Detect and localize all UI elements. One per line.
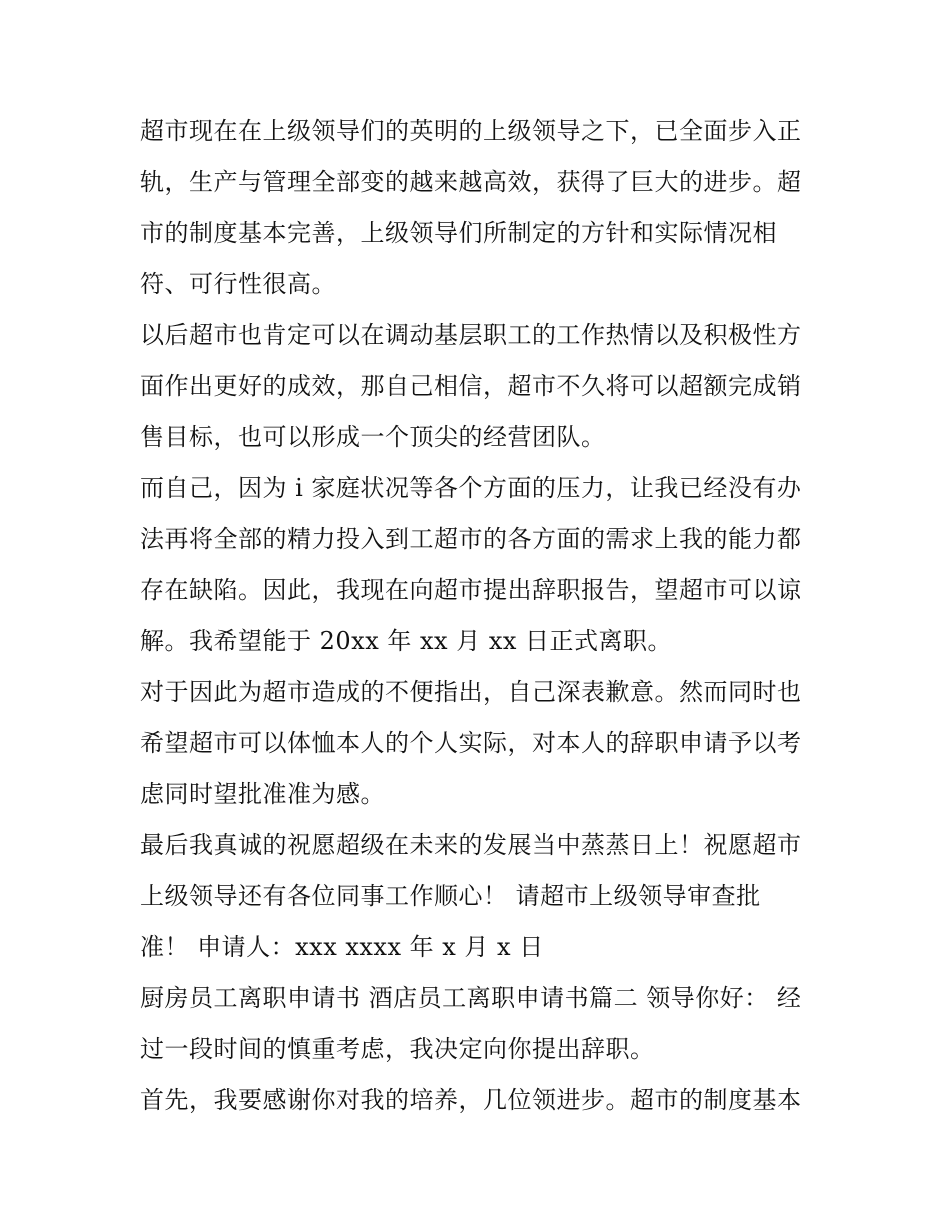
text-line: 准！ 申请人：xxx xxxx 年 x 月 x 日 xyxy=(140,933,544,961)
document-body xyxy=(140,106,820,1126)
text-line: 面作出更好的成效，那自己相信，超市不久将可以超额完成销 xyxy=(140,372,802,400)
text-line: 解。我希望能于 20xx 年 xx 月 xx 日正式离职。 xyxy=(140,627,673,655)
text-line: 符、可行性很高。 xyxy=(140,270,336,298)
text-line: 希望超市可以体恤本人的个人实际，对本人的辞职申请予以考 xyxy=(140,729,802,757)
text-line: 虑同时望批准准为感。 xyxy=(140,780,385,808)
text-line: 超市现在在上级领导们的英明的上级领导之下，已全面步入正 xyxy=(140,117,802,145)
text-line: 而自己，因为 i 家庭状况等各个方面的压力，让我已经没有办 xyxy=(140,474,802,502)
text-line: 轨，生产与管理全部变的越来越高效，获得了巨大的进步。超 xyxy=(140,168,802,196)
text-line: 对于因此为超市造成的不便指出，自己深表歉意。然而同时也 xyxy=(140,678,802,706)
text-line: 售目标，也可以形成一个顶尖的经营团队。 xyxy=(140,423,606,451)
paragraph-1 xyxy=(140,106,820,310)
text-line: 存在缺陷。因此，我现在向超市提出辞职报告，望超市可以谅 xyxy=(140,576,802,604)
text-line: 过一段时间的慎重考虑，我决定向你提出辞职。 xyxy=(140,1035,655,1063)
text-line: 厨房员工离职申请书 酒店员工离职申请书篇二 领导你好： 经 xyxy=(140,984,802,1012)
text-line: 最后我真诚的祝愿超级在未来的发展当中蒸蒸日上！祝愿超市 xyxy=(140,831,802,859)
paragraph-3 xyxy=(140,463,820,667)
text-line: 法再将全部的精力投入到工超市的各方面的需求上我的能力都 xyxy=(140,525,802,553)
text-line: 首先，我要感谢你对我的培养，几位领进步。超市的制度基本 xyxy=(140,1086,802,1114)
paragraph-2 xyxy=(140,310,820,463)
paragraph-4 xyxy=(140,667,820,820)
paragraph-7 xyxy=(140,1075,820,1126)
text-line: 以后超市也肯定可以在调动基层职工的工作热情以及积极性方 xyxy=(140,321,802,349)
text-line: 市的制度基本完善，上级领导们所制定的方针和实际情况相 xyxy=(140,219,777,247)
text-line: 上级领导还有各位同事工作顺心！ 请超市上级领导审查批 xyxy=(140,882,761,910)
paragraph-5 xyxy=(140,820,820,973)
paragraph-6 xyxy=(140,973,820,1075)
